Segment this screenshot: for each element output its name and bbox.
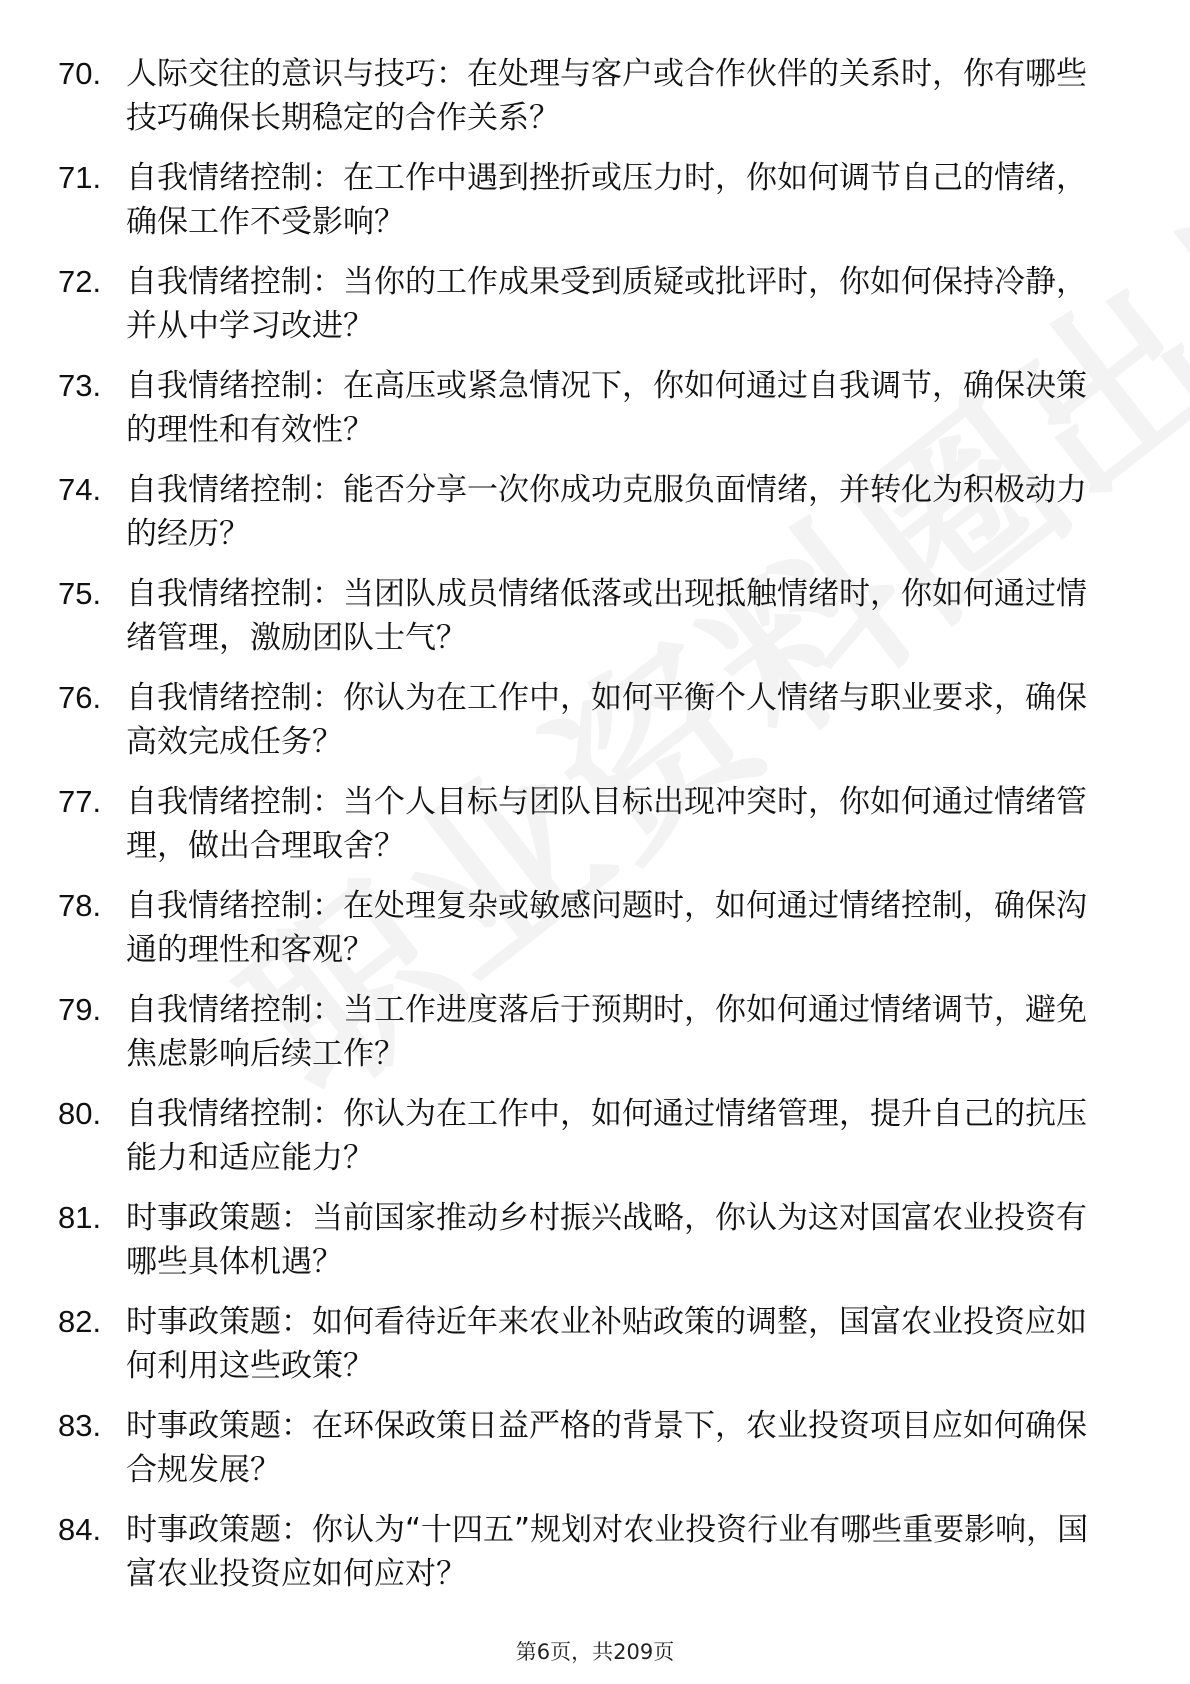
- question-text: 自我情绪控制：你认为在工作中，如何平衡个人情绪与职业要求，确保高效完成任务？: [126, 680, 1087, 760]
- question-item: [58, 1300, 1108, 1388]
- question-item: [58, 1196, 1108, 1284]
- question-number: 80.: [58, 1096, 102, 1131]
- question-item: [58, 676, 1108, 764]
- question-number: 82.: [58, 1304, 102, 1339]
- question-number: 74.: [58, 472, 102, 507]
- question-text: 人际交往的意识与技巧：在处理与客户或合作伙伴的关系时，你有哪些技巧确保长期稳定的合作关系？: [126, 56, 1087, 136]
- page-number-label: 第6页，共209页: [515, 1640, 675, 1664]
- question-text: 自我情绪控制：当你的工作成果受到质疑或批评时，你如何保持冷静，并从中学习改进？: [126, 264, 1087, 344]
- question-number: 76.: [58, 680, 102, 715]
- question-number: 72.: [58, 264, 102, 299]
- question-number: 78.: [58, 888, 102, 923]
- question-list: [58, 52, 1108, 1612]
- question-number: 83.: [58, 1408, 102, 1443]
- question-number: 73.: [58, 368, 102, 403]
- question-text: 自我情绪控制：能否分享一次你成功克服负面情绪，并转化为积极动力的经历？: [126, 472, 1087, 552]
- question-text: 自我情绪控制：你认为在工作中，如何通过情绪管理，提升自己的抗压能力和适应能力？: [126, 1096, 1087, 1176]
- question-text: 自我情绪控制：在工作中遇到挫折或压力时，你如何调节自己的情绪，确保工作不受影响？: [126, 160, 1087, 240]
- question-number: 81.: [58, 1200, 102, 1235]
- question-number: 77.: [58, 784, 102, 819]
- question-item: [58, 1508, 1108, 1596]
- question-text: 自我情绪控制：当个人目标与团队目标出现冲突时，你如何通过情绪管理，做出合理取舍？: [126, 784, 1087, 864]
- question-item: [58, 884, 1108, 972]
- question-item: [58, 364, 1108, 452]
- question-number: 84.: [58, 1512, 102, 1547]
- question-item: [58, 1092, 1108, 1180]
- question-item: [58, 1404, 1108, 1492]
- question-text: 时事政策题：如何看待近年来农业补贴政策的调整，国富农业投资应如何利用这些政策？: [126, 1304, 1087, 1384]
- question-number: 70.: [58, 56, 102, 91]
- question-number: 79.: [58, 992, 102, 1027]
- question-number: 71.: [58, 160, 102, 195]
- question-item: [58, 468, 1108, 556]
- question-number: 75.: [58, 576, 102, 611]
- question-text: 时事政策题：在环保政策日益严格的背景下，农业投资项目应如何确保合规发展？: [126, 1408, 1087, 1488]
- question-item: [58, 52, 1108, 140]
- page-footer: [0, 1636, 1190, 1666]
- question-item: [58, 156, 1108, 244]
- question-item: [58, 572, 1108, 660]
- question-text: 自我情绪控制：当团队成员情绪低落或出现抵触情绪时，你如何通过情绪管理，激励团队士气？: [126, 576, 1087, 656]
- question-item: [58, 988, 1108, 1076]
- question-item: [58, 260, 1108, 348]
- question-text: 自我情绪控制：在处理复杂或敏感问题时，如何通过情绪控制，确保沟通的理性和客观？: [126, 888, 1087, 968]
- question-text: 自我情绪控制：当工作进度落后于预期时，你如何通过情绪调节，避免焦虑影响后续工作？: [126, 992, 1087, 1072]
- question-text: 时事政策题：你认为“十四五”规划对农业投资行业有哪些重要影响，国富农业投资应如何应对？: [126, 1512, 1089, 1592]
- question-text: 自我情绪控制：在高压或紧急情况下，你如何通过自我调节，确保决策的理性和有效性？: [126, 368, 1087, 448]
- question-item: [58, 780, 1108, 868]
- question-text: 时事政策题：当前国家推动乡村振兴战略，你认为这对国富农业投资有哪些具体机遇？: [126, 1200, 1087, 1280]
